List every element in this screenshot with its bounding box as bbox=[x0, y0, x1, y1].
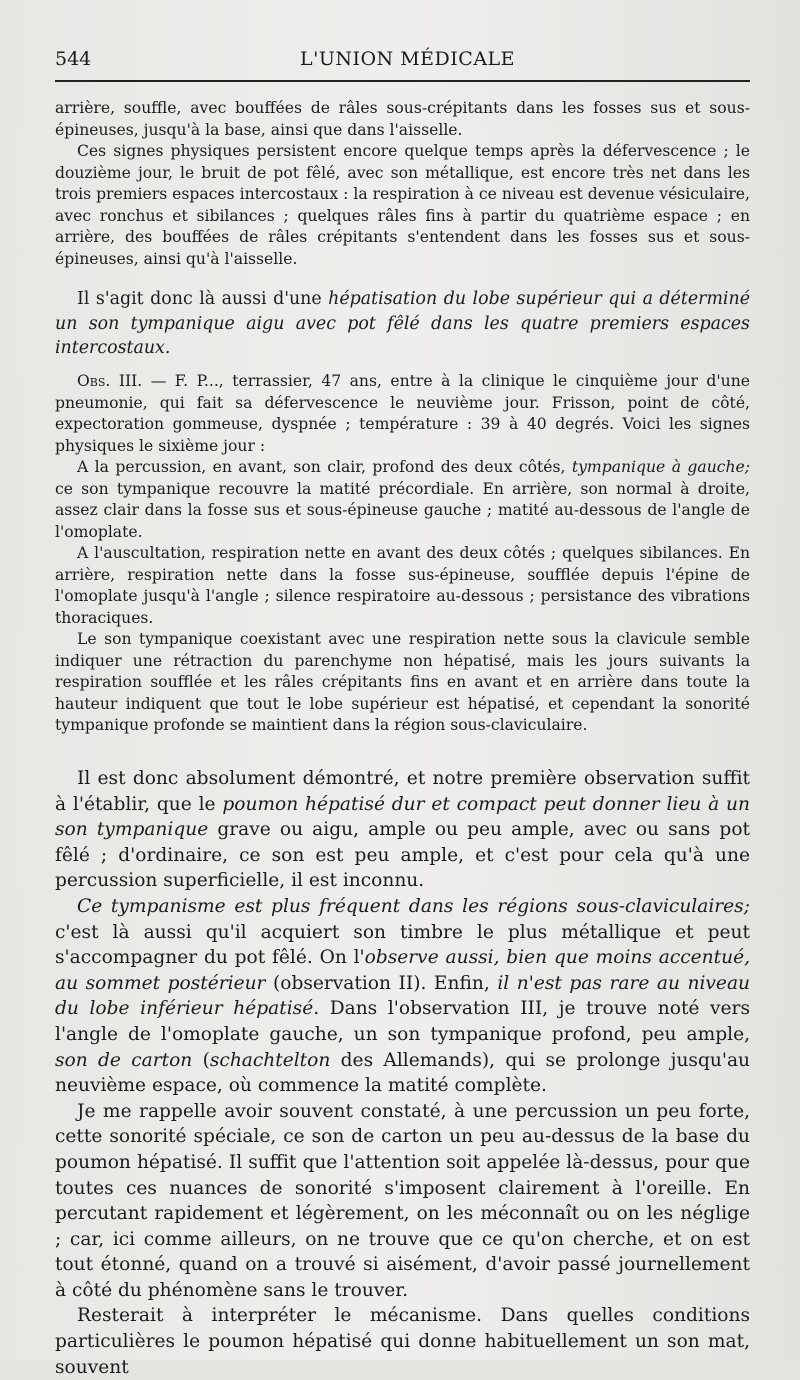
paragraph-tympanism bbox=[55, 894, 750, 1099]
text-run: Il est donc absolument démontré, et notre première observation suffit à l'établir, que le bbox=[55, 768, 750, 815]
paragraph-auscultation: A l'auscultation, respiration nette en avant des deux côtés ; quelques sibilances. En arrière, respiration nette dans la fosse sus-épineuse, soufflée depuis l'épine de l'omoplate jusqu'à l'angle ; silence respiratoire au-dessous ; persistance des vibrations thoraciques. bbox=[55, 544, 750, 627]
page-number: 544 bbox=[55, 48, 92, 70]
paragraph-observation-3 bbox=[55, 371, 750, 457]
italic-run: il n'est pas rare au niveau du lobe inférieur hépatisé. bbox=[55, 972, 750, 1020]
text-run: ( bbox=[192, 1049, 210, 1071]
journal-title: L'UNION MÉDICALE bbox=[300, 48, 516, 70]
paragraph-hepatisation bbox=[55, 287, 750, 361]
paragraph-continued: arrière, souffle, avec bouffées de râles sous-crépitants dans les fosses sus et sous-épineuses, jusqu'à la base, ainsi que dans l'aisselle. bbox=[55, 99, 750, 139]
text-run: c'est là aussi qu'il acquiert son timbre le plus métallique et peut s'accompagner du pot fêlé. On l' bbox=[55, 921, 750, 969]
text-run: ce son tympanique recouvre la matité précordiale. En arrière, son normal à droite, assez clair dans la fosse sus et sous-épineuse gauche ; matité au-dessous de l'angle de l'omoplate. bbox=[55, 479, 750, 541]
running-head bbox=[55, 48, 755, 72]
paragraph-percussion bbox=[55, 457, 750, 543]
paragraph-demonstrated bbox=[55, 766, 750, 894]
observation-3-block bbox=[55, 371, 750, 737]
italic-run: tympanique à gauche; bbox=[571, 458, 750, 476]
text-run: — F. P..., terrassier, 47 ans, entre à la clinique le cinquième jour d'une pneumonie, qui fait sa défervescence le neuvième jour. Frisson, point de côté, expectoration gommeuse, dyspnée ; température : 39 à 40 degrés. Voici les signes physiques le sixième jour : bbox=[55, 372, 750, 455]
header-rule bbox=[55, 80, 750, 82]
italic-run: schachtelton bbox=[209, 1049, 331, 1071]
text-run: Dans l'observation III, je trouve noté vers l'angle de l'omoplate gauche, un son tympanique profond, peu ample, bbox=[55, 998, 750, 1045]
paragraph-mechanism: Resterait à interpréter le mécanisme. Dans quelles conditions particulières le poumon hépatisé qui donne habituellement un son mat, souvent bbox=[55, 1305, 750, 1378]
text-run: A la percussion, en avant, son clair, profond des deux côtés, bbox=[77, 458, 572, 476]
text-run: Il s'agit donc là aussi d'une bbox=[77, 289, 329, 309]
text-run: des Allemands), qui se prolonge jusqu'au neuvième espace, où commence la matité complète. bbox=[55, 1049, 751, 1097]
italic-run: observe aussi, bien que moins accentué, au sommet postérieur bbox=[55, 947, 750, 994]
text-run: grave ou aigu, ample ou peu ample, avec ou sans pot fêlé ; d'ordinaire, ce son est peu ample, et c'est pour cela qu'à une percussion superficielle, il est inconnu. bbox=[55, 819, 750, 892]
italic-run: poumon hépatisé dur et compact peut donner lieu à un son tympanique bbox=[55, 793, 750, 841]
italic-run: son de carton bbox=[55, 1049, 193, 1071]
italic-run: hépatisation du lobe supérieur qui a déterminé un son tympanique aigu avec pot fêlé dans les quatre premiers espaces intercostaux. bbox=[55, 289, 750, 358]
clinical-notes-block-1 bbox=[55, 98, 750, 270]
paragraph-recollection: Je me rappelle avoir souvent constaté, à une percussion un peu forte, cette sonorité spéciale, ce son de carton un peu au-dessus de la base du poumon hépatisé. Il suffit que l'attention soit appelée là-dessus, pour que toutes ces nuances de sonorité s'imposent clairement à l'oreille. En percutant rapidement et légèrement, on les méconnaît ou on les néglige ; car, ici comme ailleurs, on ne trouve que ce qu'on cherche, et on est tout étonné, quand on a trouvé si aisément, d'avoir passé journellement à côté du phénomène sans le trouver. bbox=[55, 1100, 750, 1301]
observation-label: Obs. III. bbox=[77, 372, 143, 390]
discussion-block bbox=[55, 766, 750, 1380]
conclusion-paragraph bbox=[55, 287, 750, 361]
text-run: (observation II). Enfin, bbox=[265, 972, 498, 994]
paragraph-tympanic-sound: Le son tympanique coexistant avec une respiration nette sous la clavicule semble indiquer une rétraction du parenchyme non hépatisé, mais les jours suivants la respiration soufflée et les râles crépitants fins en avant et en arrière dans toute la hauteur indiquent que tout le lobe supérieur est hépatisé, et cependant la sonorité tympanique profonde se maintient dans la région sous-claviculaire. bbox=[55, 630, 750, 734]
paragraph-physical-signs: Ces signes physiques persistent encore quelque temps après la défervescence ; le douzième jour, le bruit de pot fêlé, avec son métallique, est encore très net dans les trois premiers espaces intercostaux : la respiration à ce niveau est devenue vésiculaire, avec ronchus et sibilances ; quelques râles fins à partir du quatrième espace ; en arrière, des bouffées de râles crépitants s'entendent dans les fosses sus et sous-épineuses, ainsi qu'à l'aisselle. bbox=[55, 142, 750, 268]
italic-run: Ce tympanisme est plus fréquent dans les régions sous-claviculaires; bbox=[77, 895, 750, 917]
